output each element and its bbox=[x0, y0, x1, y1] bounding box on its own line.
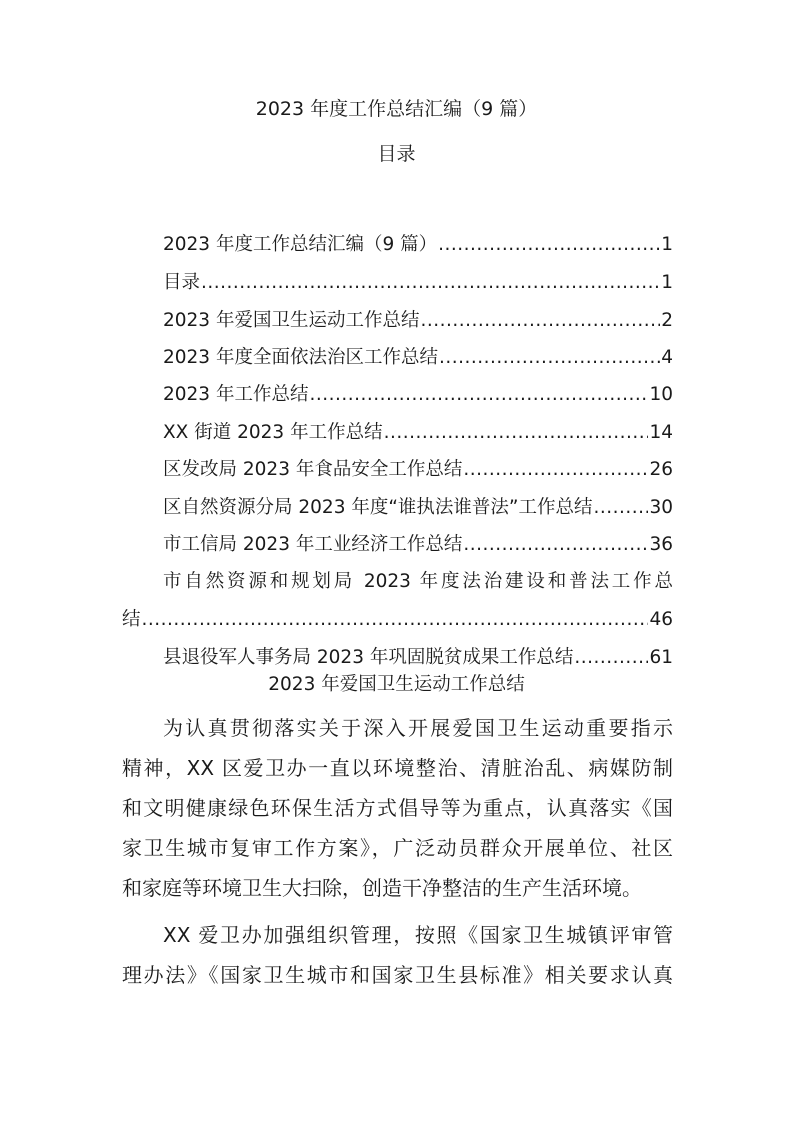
toc-entry-label: 2023 年度全面依法治区工作总结 bbox=[163, 347, 438, 368]
paragraph-line: 和家庭等环境卫生大扫除，创造干净整洁的生产生活环境。 bbox=[122, 876, 642, 900]
toc-entry-page: 4 bbox=[661, 347, 673, 368]
toc-entry[interactable] bbox=[163, 495, 673, 521]
toc-leader-dots bbox=[594, 495, 649, 521]
toc-leader-dots bbox=[201, 270, 660, 296]
toc-leader-dots bbox=[463, 457, 648, 483]
toc-leader-dots bbox=[439, 345, 660, 371]
toc-entry-page: 61 bbox=[649, 647, 673, 668]
document-title: 2023 年度工作总结汇编（9 篇） bbox=[255, 98, 538, 120]
toc-entry[interactable] bbox=[163, 382, 673, 408]
paragraph-line: 理办法》《国家卫生城市和国家卫生县标准》相关要求认真 bbox=[122, 963, 673, 987]
toc-entry[interactable] bbox=[163, 308, 673, 334]
toc-leader-dots bbox=[574, 645, 648, 671]
toc-entry[interactable] bbox=[163, 232, 673, 258]
toc-entry-page: 2 bbox=[661, 310, 673, 331]
paragraph-line: 精神，XX 区爱卫办一直以环境整治、清脏治乱、病媒防制 bbox=[122, 756, 673, 780]
toc-entry-label: 结 bbox=[122, 609, 141, 630]
toc-entry-page: 26 bbox=[649, 459, 673, 480]
toc-entry[interactable] bbox=[163, 270, 673, 296]
paragraph-line: 家卫生城市复审工作方案》，广泛动员群众开展单位、社区 bbox=[122, 836, 673, 860]
toc-heading: 目录 bbox=[377, 143, 416, 165]
toc-entry-label: 2023 年工作总结 bbox=[163, 384, 309, 405]
toc-entry[interactable] bbox=[122, 607, 673, 633]
paragraph-line: 为认真贯彻落实关于深入开展爱国卫生运动重要指示 bbox=[163, 716, 673, 740]
toc-entry-page: 30 bbox=[649, 497, 673, 518]
toc-entry[interactable] bbox=[163, 420, 673, 446]
paragraph-line: 和文明健康绿色环保生活方式倡导等为重点，认真落实《国 bbox=[122, 796, 673, 820]
toc-entry-page: 46 bbox=[649, 609, 673, 630]
toc-entry-label: 2023 年度工作总结汇编（9 篇） bbox=[163, 234, 438, 255]
toc-entry[interactable] bbox=[163, 532, 673, 558]
toc-entry-page: 36 bbox=[649, 534, 673, 555]
toc-entry[interactable] bbox=[163, 645, 673, 671]
toc-entry-label: 区自然资源分局 2023 年度“谁执法谁普法”工作总结 bbox=[163, 497, 593, 518]
toc-entry-page: 1 bbox=[661, 272, 673, 293]
toc-entry-label: 区发改局 2023 年食品安全工作总结 bbox=[163, 459, 463, 480]
toc-entry-label: 目录 bbox=[163, 272, 201, 293]
toc-entry-label: XX 街道 2023 年工作总结 bbox=[163, 422, 383, 443]
toc-leader-dots bbox=[384, 420, 649, 446]
toc-entry-page: 1 bbox=[661, 234, 673, 255]
toc-entry-label: 县退役军人事务局 2023 年巩固脱贫成果工作总结 bbox=[163, 647, 574, 668]
toc-leader-dots bbox=[438, 232, 660, 258]
toc-leader-dots bbox=[309, 382, 648, 408]
paragraph-line: XX 爱卫办加强组织管理，按照《国家卫生城镇评审管 bbox=[163, 923, 673, 947]
toc-entry-label: 2023 年爱国卫生运动工作总结 bbox=[163, 310, 420, 331]
toc-entry-page: 10 bbox=[649, 384, 673, 405]
toc-leader-dots bbox=[463, 532, 648, 558]
toc-leader-dots bbox=[142, 607, 649, 633]
toc-entry-page: 14 bbox=[649, 422, 673, 443]
toc-entry[interactable] bbox=[163, 457, 673, 483]
toc-leader-dots bbox=[420, 308, 660, 334]
toc-entry-label: 市工信局 2023 年工业经济工作总结 bbox=[163, 534, 463, 555]
section-heading: 2023 年爱国卫生运动工作总结 bbox=[268, 674, 525, 695]
toc-entry[interactable] bbox=[163, 345, 673, 371]
toc-entry-wrapped-line1[interactable]: 市自然资源和规划局 2023 年度法治建设和普法工作总 bbox=[163, 571, 673, 592]
